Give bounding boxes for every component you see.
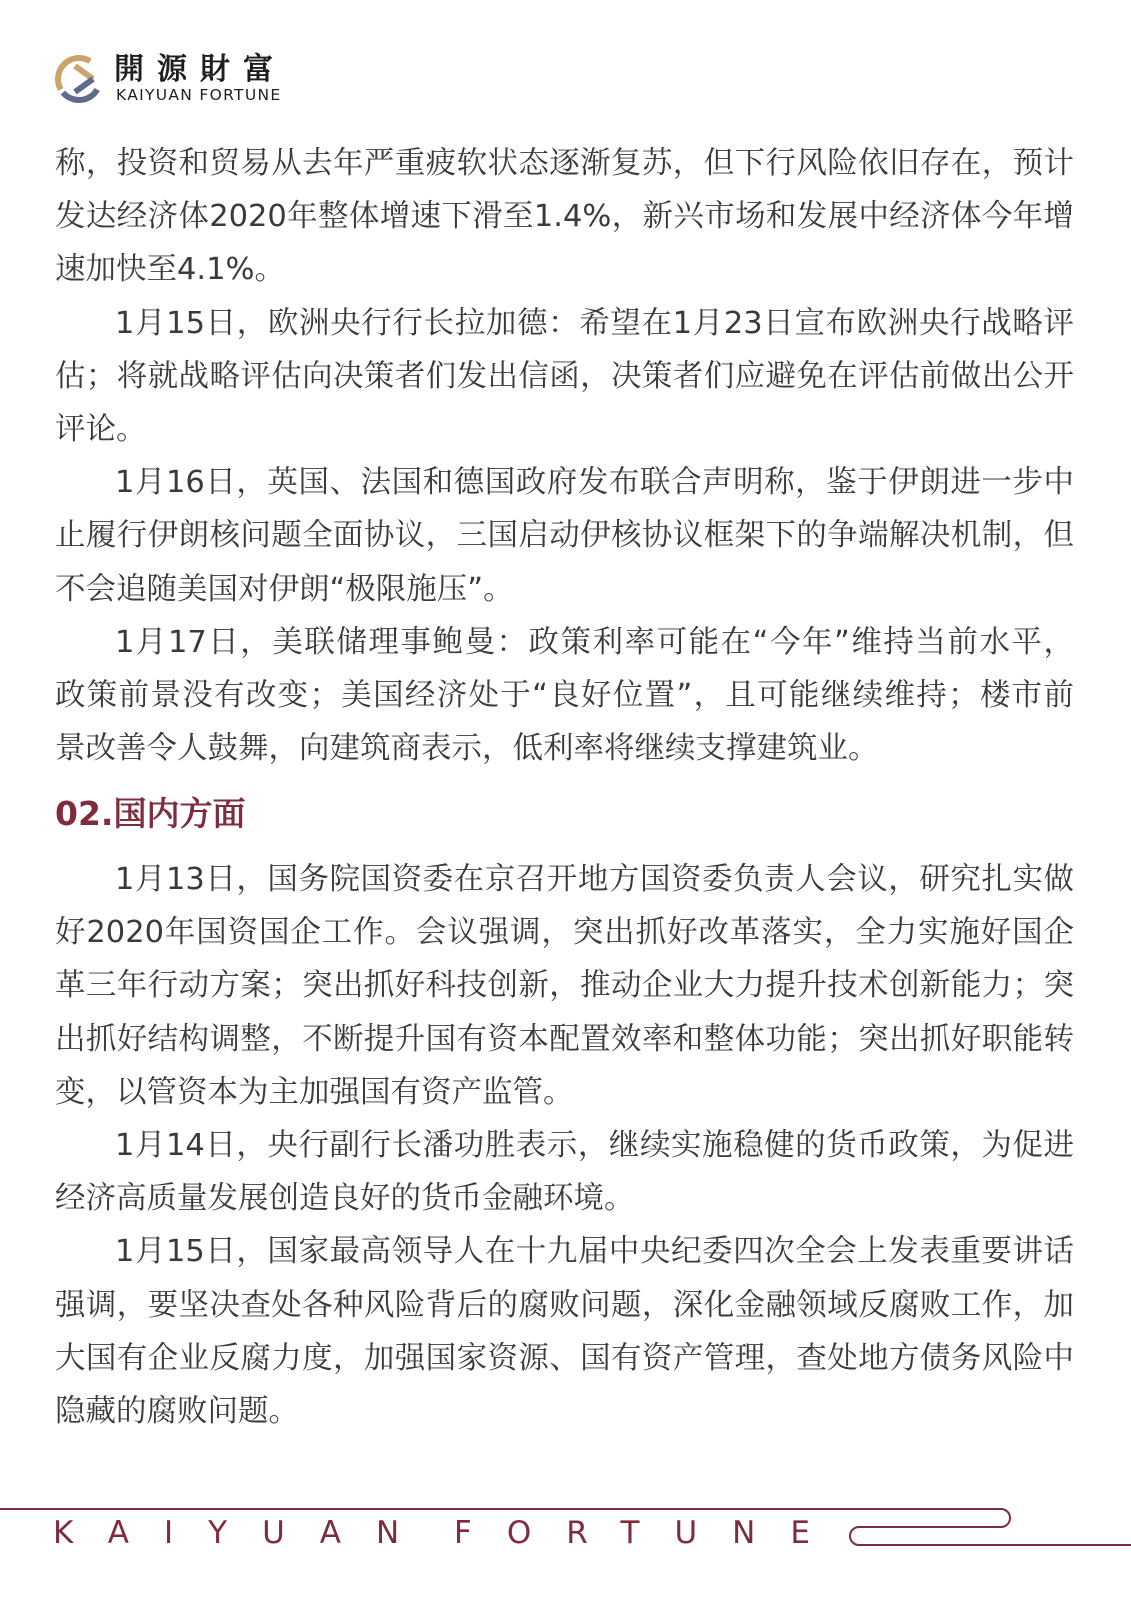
text-line: 1月15日，国家最高领导人在十九届中央纪委四次全会上发表重要讲话 xyxy=(115,1234,1074,1270)
text-line: 1月17日，美联储理事鲍曼：政策利率可能在“今年”维持当前水平， xyxy=(115,624,1074,660)
text-line: 政策前景没有改变；美国经济处于“良好位置”，且可能继续维持；楼市前 xyxy=(55,677,1074,713)
text-line: 估；将就战略评估向决策者们发出信函，决策者们应避免在评估前做出公开 xyxy=(55,358,1074,394)
text-line: 景改善令人鼓舞，向建筑商表示，低利率将继续支撑建筑业。 xyxy=(55,731,879,767)
text-line: 1月15日，欧洲央行行长拉加德：希望在1月23日宣布欧洲央行战略评 xyxy=(115,305,1074,341)
text-line: 速加快至4.1%。 xyxy=(55,252,285,288)
text-line: 1月14日，央行副行长潘功胜表示，继续实施稳健的货币政策，为促进 xyxy=(115,1127,1074,1163)
paragraph xyxy=(55,1119,1074,1225)
paragraph xyxy=(55,297,1074,457)
paragraph xyxy=(55,456,1074,616)
paragraph xyxy=(55,1225,1074,1438)
text-line: 发达经济体2020年整体增速下滑至1.4%，新兴市场和发展中经济体今年增 xyxy=(55,199,1074,235)
text-line: 强调，要坚决查处各种风险背后的腐败问题，深化金融领域反腐败工作，加 xyxy=(55,1287,1074,1323)
text-line: 评论。 xyxy=(55,411,147,447)
brand-name-en: KAIYUAN FORTUNE xyxy=(116,86,282,104)
text-line: 大国有企业反腐力度，加强国家资源、国有资产管理，查处地方债务风险中 xyxy=(55,1340,1074,1376)
text-line: 好2020年国资国企工作。会议强调，突出抓好改革落实，全力实施好国企 xyxy=(55,915,1074,951)
text-line: 变，以管资本为主加强国有资产监管。 xyxy=(55,1074,574,1110)
text-line: 不会追随美国对伊朗“极限施压”。 xyxy=(55,571,514,607)
text-line: 称，投资和贸易从去年严重疲软状态逐渐复苏，但下行风险依旧存在，预计 xyxy=(55,146,1074,181)
text-line: 1月13日，国务院国资委在京召开地方国资委负责人会议，研究扎实做 xyxy=(115,862,1074,897)
logo-gold-chevron xyxy=(75,66,93,79)
logo-blue-chevron xyxy=(75,79,93,92)
section-domestic xyxy=(55,853,1074,1438)
section-heading: 02.国内方面 xyxy=(55,794,246,833)
brand-name-cn: 開源財富 xyxy=(114,52,286,87)
text-line: 止履行伊朗核问题全面协议，三国启动伊核协议框架下的争端解决机制，但 xyxy=(55,518,1074,554)
paragraph xyxy=(55,853,1074,1119)
text-line: 经济高质量发展创造良好的货币金融环境。 xyxy=(55,1181,635,1217)
paragraph xyxy=(55,616,1074,776)
text-line: 1月16日，英国、法国和德国政府发布联合声明称，鉴于伊朗进一步中 xyxy=(115,465,1074,501)
text-line: 出抓好结构调整，不断提升国有资本配置效率和整体功能；突出抓好职能转 xyxy=(55,1021,1074,1057)
section-international-continued xyxy=(55,137,1074,775)
text-line: 隐藏的腐败问题。 xyxy=(55,1393,299,1429)
footer-brand: KAIYUAN FORTUNE xyxy=(53,1515,845,1551)
kaiyuan-logo-icon xyxy=(53,53,105,105)
text-line: 革三年行动方案；突出抓好科技创新，推动企业大力提升技术创新能力；突 xyxy=(55,968,1074,1004)
paragraph xyxy=(55,137,1074,297)
